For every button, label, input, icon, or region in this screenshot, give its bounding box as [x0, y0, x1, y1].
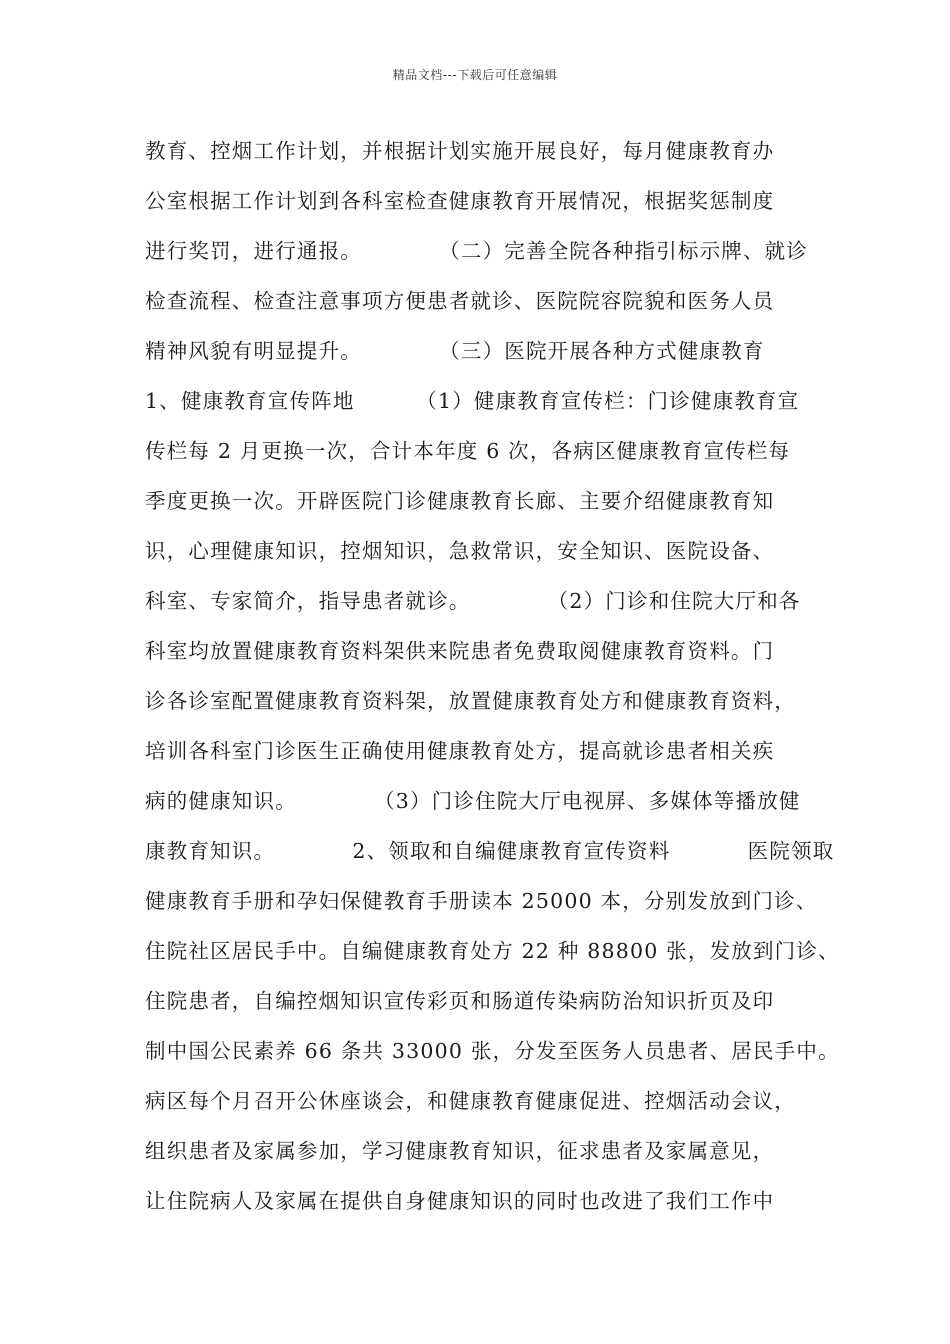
text-line: 让住院病人及家属在提供自身健康知识的同时也改进了我们工作中 [145, 1189, 775, 1213]
text-line: 培训各科室门诊医生正确使用健康教育处方，提高就诊患者相关疾 [145, 739, 775, 763]
text-line: 组织患者及家属参加，学习健康教育知识，征求患者及家属意见， [145, 1139, 775, 1163]
text-line: 季度更换一次。开辟医院门诊健康教育长廊、主要介绍健康教育知 [145, 489, 775, 513]
text-line: 公室根据工作计划到各科室检查健康教育开展情况，根据奖惩制度 [145, 189, 775, 213]
text-line: 病区每个月召开公休座谈会，和健康教育健康促进、控烟活动会议， [145, 1089, 796, 1113]
text-line: 1、健康教育宣传阵地 （1）健康教育宣传栏：门诊健康教育宣 [145, 389, 800, 413]
text-line: 病的健康知识。 （3）门诊住院大厅电视屏、多媒体等播放健 [145, 789, 801, 813]
text-line: 传栏每 2 月更换一次，合计本年度 6 次，各病区健康教育宣传栏每 [145, 439, 791, 463]
text-line: 制中国公民素养 66 条共 33000 张，分发至医务人员患者、居民手中。 [145, 1039, 840, 1063]
text-line: 教育、控烟工作计划，并根据计划实施开展良好，每月健康教育办 [145, 139, 775, 163]
page-header: 精品文档---下载后可任意编辑 [392, 68, 558, 82]
text-line: 住院患者，自编控烟知识宣传彩页和肠道传染病防治知识折页及印 [145, 989, 775, 1013]
text-line: 精神风貌有明显提升。 （三）医院开展各种方式健康教育 [145, 339, 765, 363]
text-line: 诊各诊室配置健康教育资料架，放置健康教育处方和健康教育资料， [145, 689, 796, 713]
text-line: 检查流程、检查注意事项方便患者就诊、医院院容院貌和医务人员 [145, 289, 775, 313]
text-line: 住院社区居民手中。自编健康教育处方 22 种 88800 张，发放到门诊、 [145, 939, 840, 963]
text-line: 康教育知识。 2、领取和自编健康教育宣传资料 医院领取 [145, 839, 835, 863]
text-line: 科室均放置健康教育资料架供来院患者免费取阅健康教育资料。门 [145, 639, 775, 663]
body-text [145, 126, 840, 1226]
text-line: 进行奖罚，进行通报。 （二）完善全院各种指引标示牌、就诊 [145, 239, 809, 263]
text-line: 健康教育手册和孕妇保健教育手册读本 25000 本，分别发放到门诊、 [145, 889, 818, 913]
text-line: 识，心理健康知识，控烟知识，急救常识，安全知识、医院设备、 [145, 539, 775, 563]
text-line: 科室、专家简介，指导患者就诊。 （2）门诊和住院大厅和各 [145, 589, 801, 613]
